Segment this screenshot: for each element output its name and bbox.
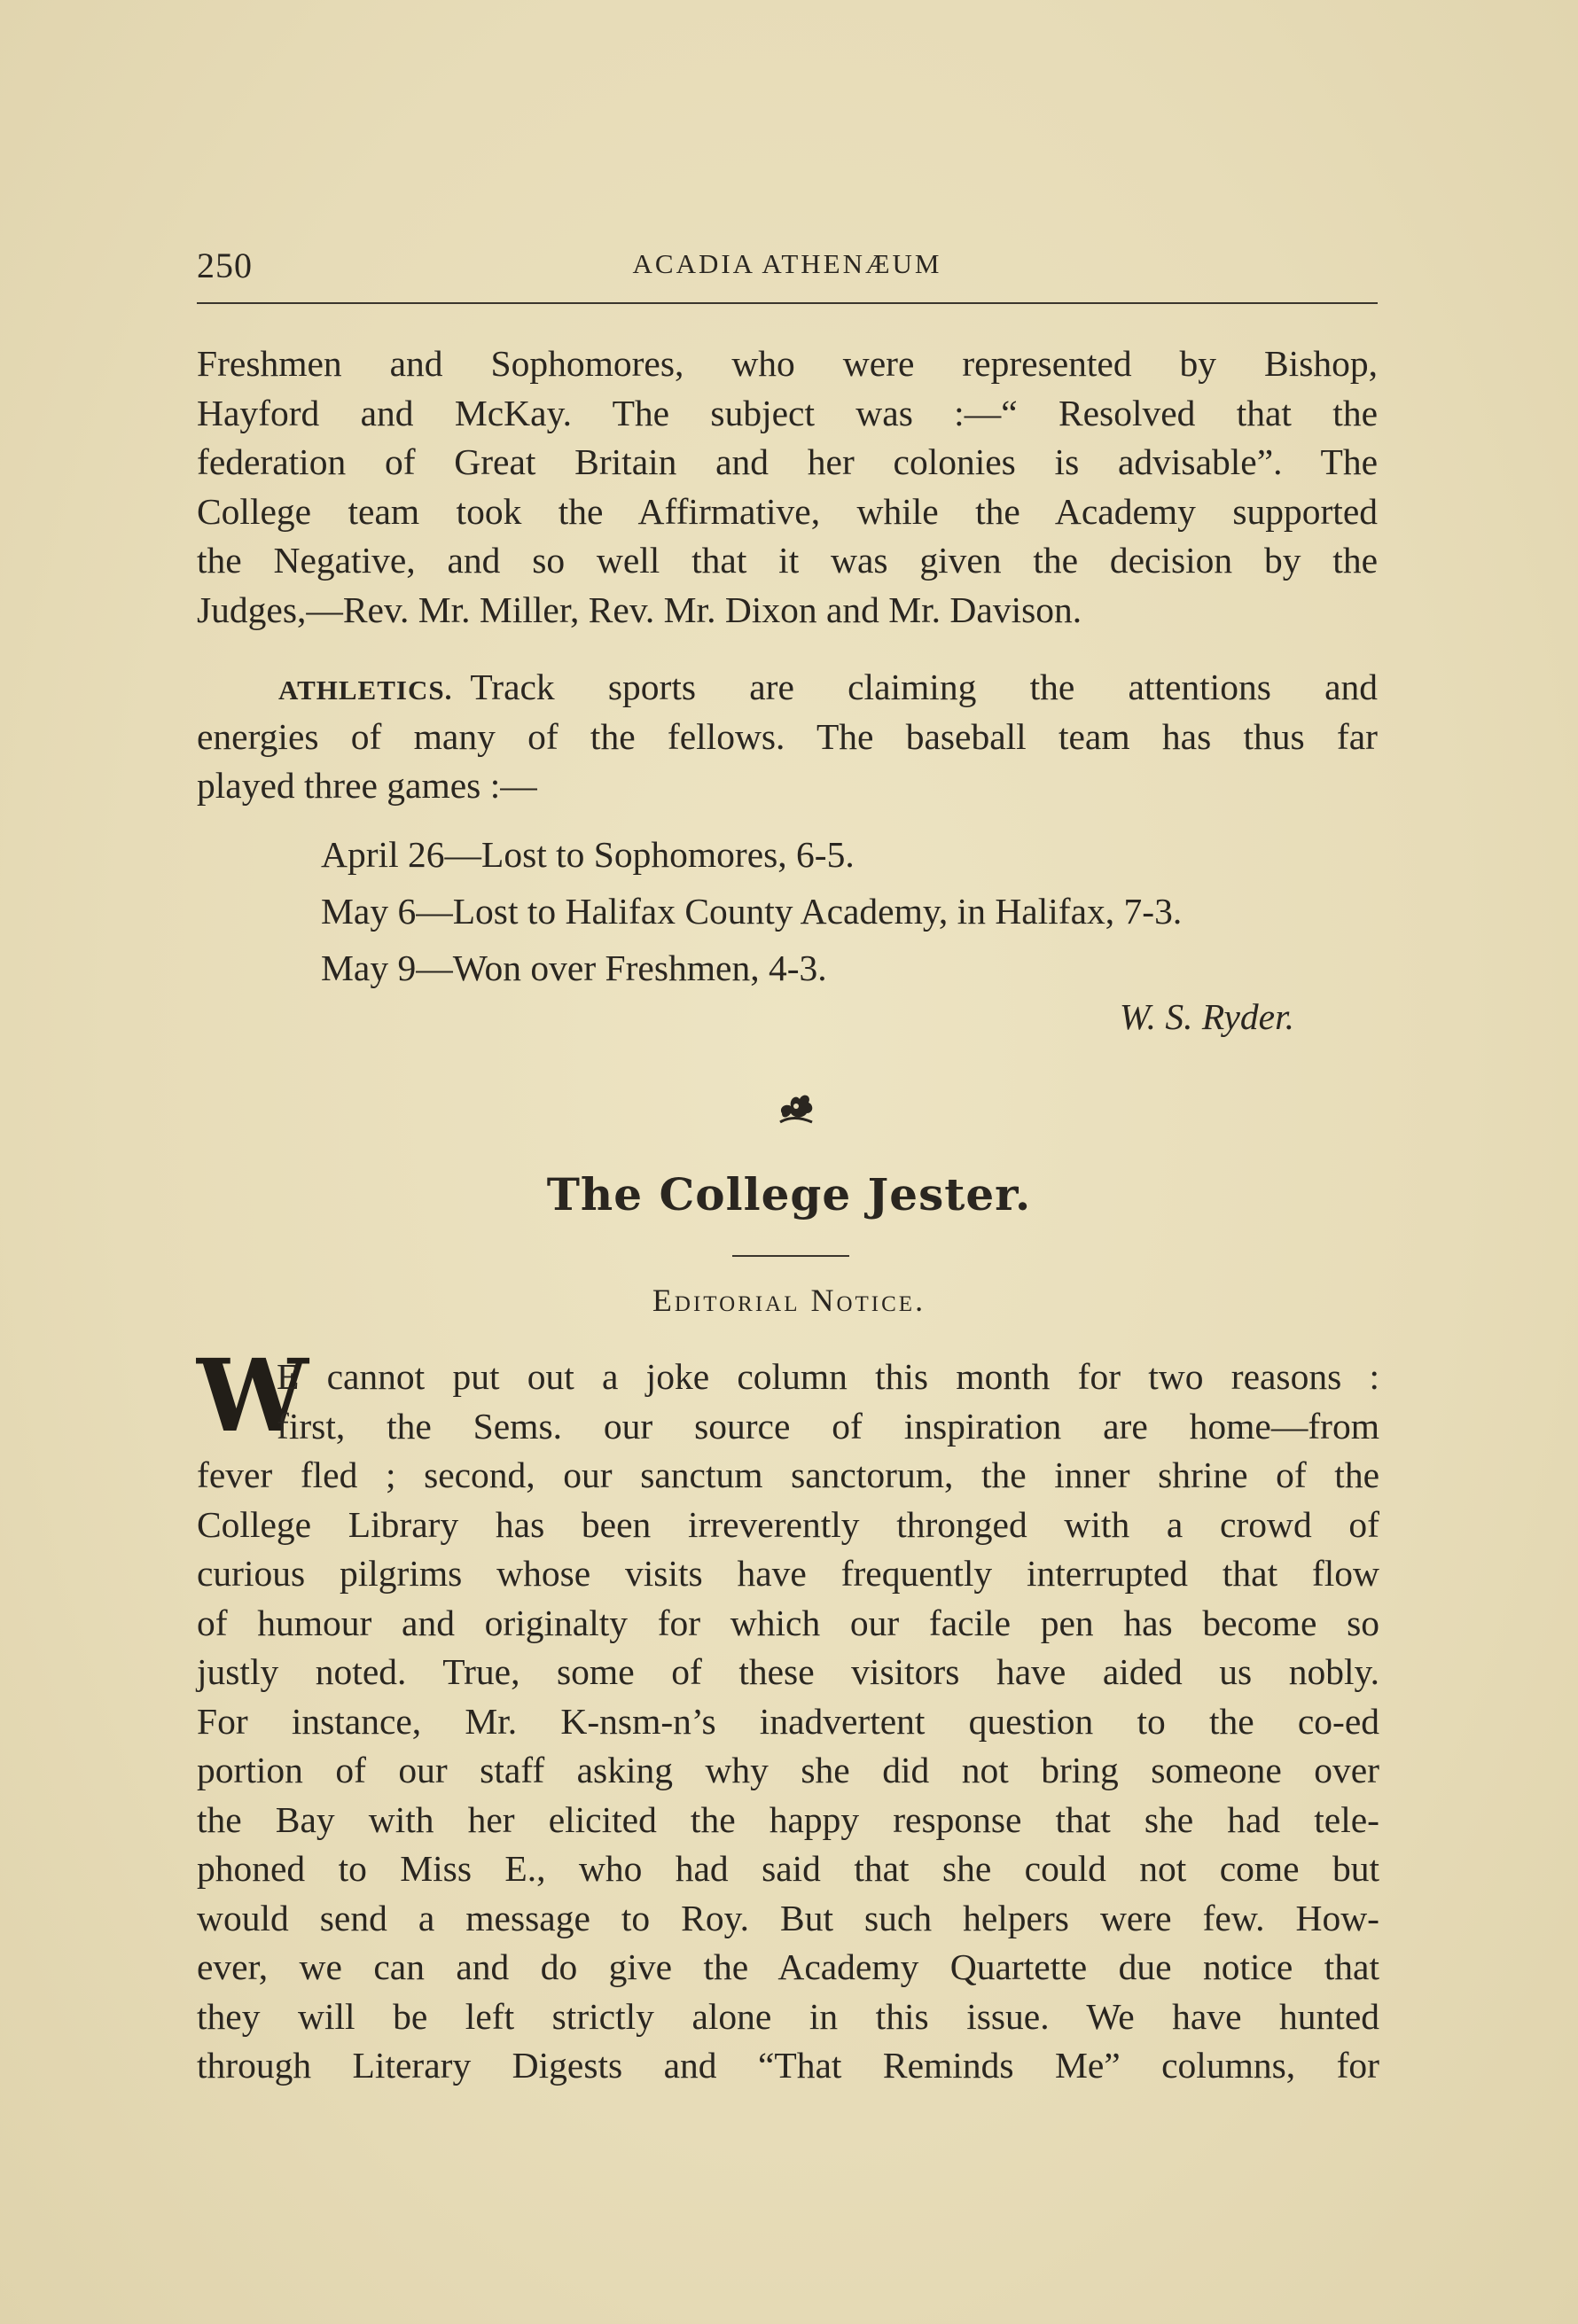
title-rule [732, 1255, 849, 1257]
text-line: ever, we can and do give the Academy Quartette due notice that [197, 1946, 1379, 1987]
text-line: the Negative, and so well that it was given the decision by the [197, 540, 1378, 581]
running-title: ACADIA ATHENÆUM [632, 248, 942, 279]
text-line: College Library has been irreverently thronged with a crowd of [197, 1503, 1379, 1545]
text-line: through Literary Digests and “That Reminds Me” columns, for [197, 2045, 1379, 2086]
text-line: they will be left strictly alone in this issue. We have hunted [197, 1995, 1379, 2037]
fleuron-icon [777, 1087, 816, 1126]
athletics-heading: ATHLETICS. [278, 675, 453, 706]
text-line: played three games :— [197, 765, 537, 806]
list-item: May 6—Lost to Halifax County Academy, in Halifax, 7-3. [321, 891, 1183, 932]
jester-first-lines [277, 1353, 1379, 1451]
text-line: justly noted. True, some of these visitors have aided us nobly. [197, 1651, 1379, 1692]
text-line: Judges,—Rev. Mr. Miller, Rev. Mr. Dixon and Mr. Davison. [197, 589, 1082, 630]
text-line: Hayford and McKay. The subject was :—“ Resolved that the [197, 392, 1378, 433]
section-subtitle: Editorial Notice. [652, 1283, 926, 1318]
text-line: College team took the Affirmative, while the Academy supported [197, 490, 1378, 532]
page-header [197, 239, 1378, 292]
games-list [321, 826, 1385, 996]
athletics-paragraph [197, 663, 1378, 811]
text-line [197, 663, 1378, 713]
text-line: curious pilgrims whose visits have frequently interrupted that flow [197, 1553, 1379, 1594]
text-line: phoned to Miss E., who had said that she could not come but [197, 1848, 1379, 1889]
list-item: May 9—Won over Freshmen, 4-3. [321, 948, 827, 988]
text-line: For instance, Mr. K-nsm-n’s inadvertent question to the co-ed [197, 1700, 1379, 1742]
text-line: fever fled ; second, our sanctum sanctorum, the inner shrine of the [197, 1454, 1379, 1495]
text-line: of humour and originalty for which our facile pen has become so [197, 1602, 1379, 1643]
text-line: federation of Great Britain and her colonies is advisable”. The [197, 441, 1378, 482]
text-line: the Bay with her elicited the happy response that she had tele- [197, 1798, 1379, 1840]
text-line: first, the Sems. our source of inspiration are home—from [277, 1405, 1379, 1447]
text-line: portion of our staff asking why she did not bring someone over [197, 1750, 1379, 1790]
drop-cap: W [197, 1338, 309, 1454]
text-line: Freshmen and Sophomores, who were represented by Bishop, [197, 343, 1378, 384]
athletics-first-line: Track sports are claiming the attentions and [470, 667, 1378, 707]
text-line: would send a message to Roy. But such helpers were few. How- [197, 1897, 1379, 1938]
section-title: The College Jester. [546, 1168, 1032, 1220]
page-number: 250 [197, 246, 253, 285]
jester-paragraph [197, 1451, 1379, 2091]
text-line: energies of many of the fellows. The baseball team has thus far [197, 715, 1378, 757]
signature: W. S. Ryder. [1119, 996, 1294, 1037]
text-line: E cannot put out a joke column this month for two reasons : [277, 1356, 1379, 1397]
debate-paragraph [197, 339, 1378, 635]
header-rule [197, 302, 1378, 304]
list-item: April 26—Lost to Sophomores, 6-5. [321, 834, 855, 875]
